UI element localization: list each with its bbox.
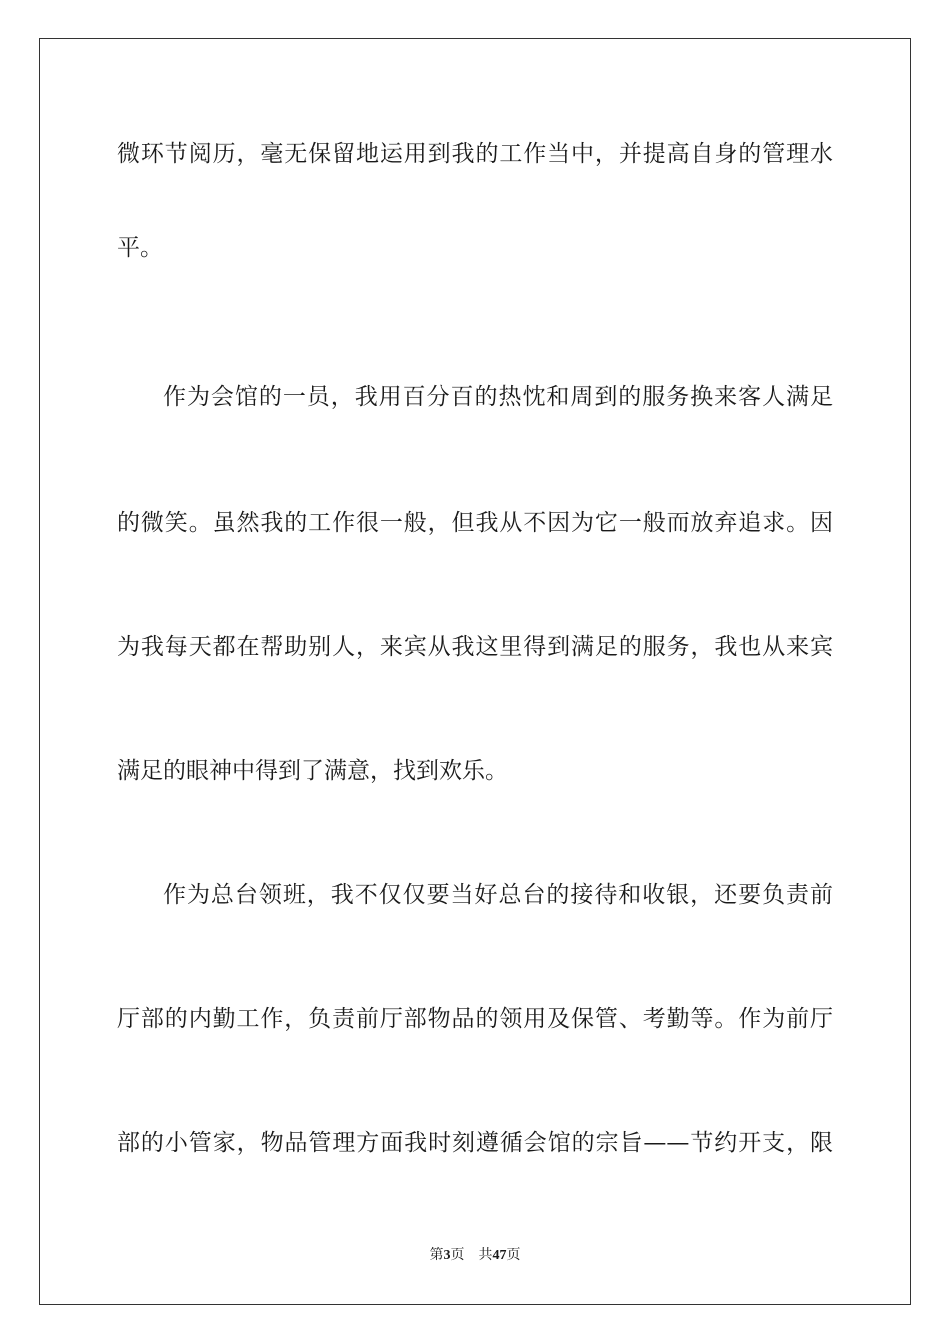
footer-total-suffix: 页 [506, 1248, 521, 1263]
text-line-3: 作为会馆的一员，我用百分百的热忱和周到的服务换来客人满足 [163, 384, 833, 410]
text-line-6: 满足的眼神中得到了满意，找到欢乐。 [117, 758, 508, 784]
footer-total-prefix: 共 [478, 1248, 493, 1263]
text-line-9: 部的小管家，物品管理方面我时刻遵循会馆的宗旨——节约开支，限 [117, 1130, 833, 1156]
text-line-1: 微环节阅历，毫无保留地运用到我的工作当中，并提高自身的管理水 [117, 141, 833, 167]
text-line-7: 作为总台领班，我不仅仅要当好总台的接待和收银，还要负责前 [163, 882, 833, 908]
text-line-4: 的微笑。虽然我的工作很一般，但我从不因为它一般而放弃追求。因 [117, 510, 833, 536]
text-line-8: 厅部的内勤工作，负责前厅部物品的领用及保管、考勤等。作为前厅 [117, 1006, 833, 1032]
footer-page-number: 3 [443, 1248, 451, 1263]
footer-page-suffix: 页 [450, 1248, 465, 1263]
page-footer [0, 1246, 950, 1266]
text-line-5: 为我每天都在帮助别人，来宾从我这里得到满足的服务，我也从来宾 [117, 634, 833, 660]
footer-total-pages: 47 [492, 1248, 507, 1263]
page-border [39, 38, 911, 1305]
footer-page-prefix: 第 [429, 1248, 444, 1263]
text-line-2: 平。 [117, 235, 163, 261]
